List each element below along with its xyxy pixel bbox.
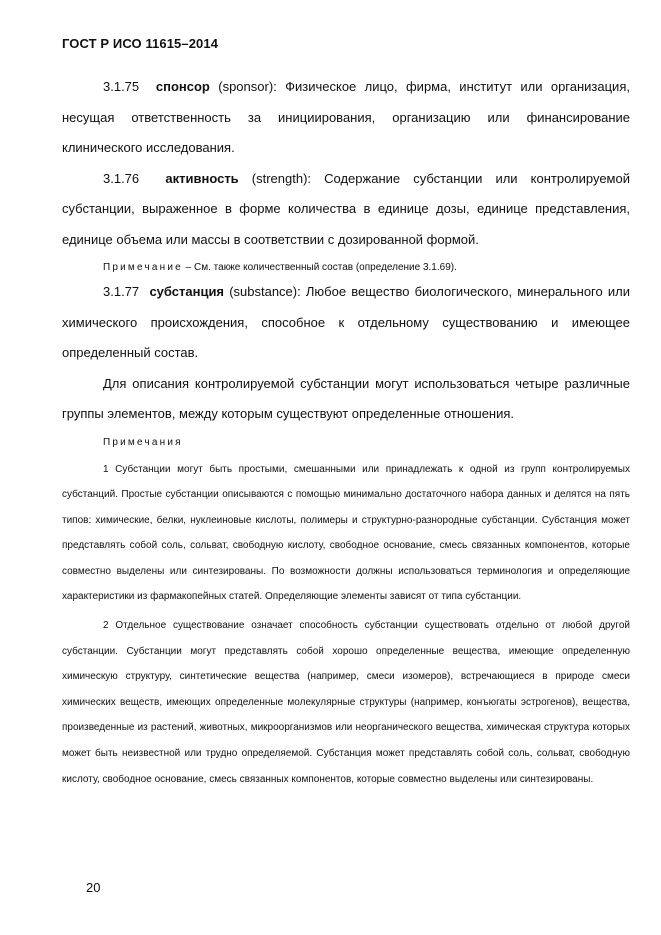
page-number: 20 [86, 880, 101, 895]
note-strength [62, 261, 630, 275]
term-english: (sponsor): [218, 79, 277, 94]
note-item-2: 2 Отдельное существование означает способность субстанции существовать отдельно от любой другой субстанции. Субстанции могут представлять собой хорошо определенные вещества, имеющие определенную химическую структуру, синтетические вещества (например, смеси изомеров), встречающиеся в природе смеси химических веществ, имеющих определенные молекулярные структуры (например, конъюгаты эстрогенов), вещества, произведенные из растений, животных, микроорганизмов или неорганического вещества, химическая структура которых может быть неизвестной или трудно определяемой. Субстанция может представлять собой соль, сольват, свободную кислоту, свободное основание, смесь связанных компонентов, которые совместно выделены или синтезированы. [62, 620, 630, 785]
definition-strength [62, 164, 630, 256]
clause-number: 3.1.75 [103, 79, 140, 94]
term-substance: субстанция [149, 284, 225, 299]
clause-number: 3.1.76 [103, 170, 140, 186]
note-text: – См. также количественный состав (определение 3.1.69). [185, 262, 457, 273]
definition-substance [62, 277, 630, 369]
definition-text: Любое вещество биологического, минерального или химического происхождения, способное к отдельному существованию и имеющее определенный состав. [62, 284, 630, 360]
document-header: ГОСТ Р ИСО 11615–2014 [62, 36, 219, 51]
term-english: (strength): [251, 170, 312, 186]
term-strength: активность [165, 170, 239, 186]
notes-heading [62, 436, 630, 450]
note-label: Примечание [103, 262, 183, 273]
document-body [62, 72, 630, 792]
substance-groups-paragraph: Для описания контролируемой субстанции могут использоваться четыре различные группы элементов, между которым существуют определенные отношения. [62, 375, 630, 421]
clause-number: 3.1.77 [103, 284, 140, 299]
definition-text: Содержание субстанции или контролируемой субстанции, выраженное в форме количества в единице дозы, единице представления, единице объема или массы в соответствии с дозированной формой. [62, 170, 630, 247]
notes-heading-label: Примечания [103, 436, 183, 448]
term-sponsor: спонсор [155, 79, 210, 94]
definition-text: Физическое лицо, фирма, институт или организация, несущая ответственность за инициирования, организацию или финансирование клинического исследования. [62, 79, 630, 155]
note-item-1: 1 Субстанции могут быть простыми, смешанными или принадлежать к одной из групп контролируемых субстанций. Простые субстанции описываются с помощью минимально достаточного набора данных и делятся на пять типов: химические, белки, нуклеиновые кислоты, полимеры и структурно-разнородные субстанции. Субстанция может представлять собой соль, сольват, свободную кислоту, свободное основание, смесь связанных компонентов, которые совместно выделены или синтезированы. По возможности должны использоваться терминология и определяющие характеристики из фармакопейных статей. Определяющие элементы зависят от типа субстанции. [62, 463, 630, 603]
term-english: (substance): [229, 284, 301, 299]
definition-sponsor [62, 72, 630, 164]
